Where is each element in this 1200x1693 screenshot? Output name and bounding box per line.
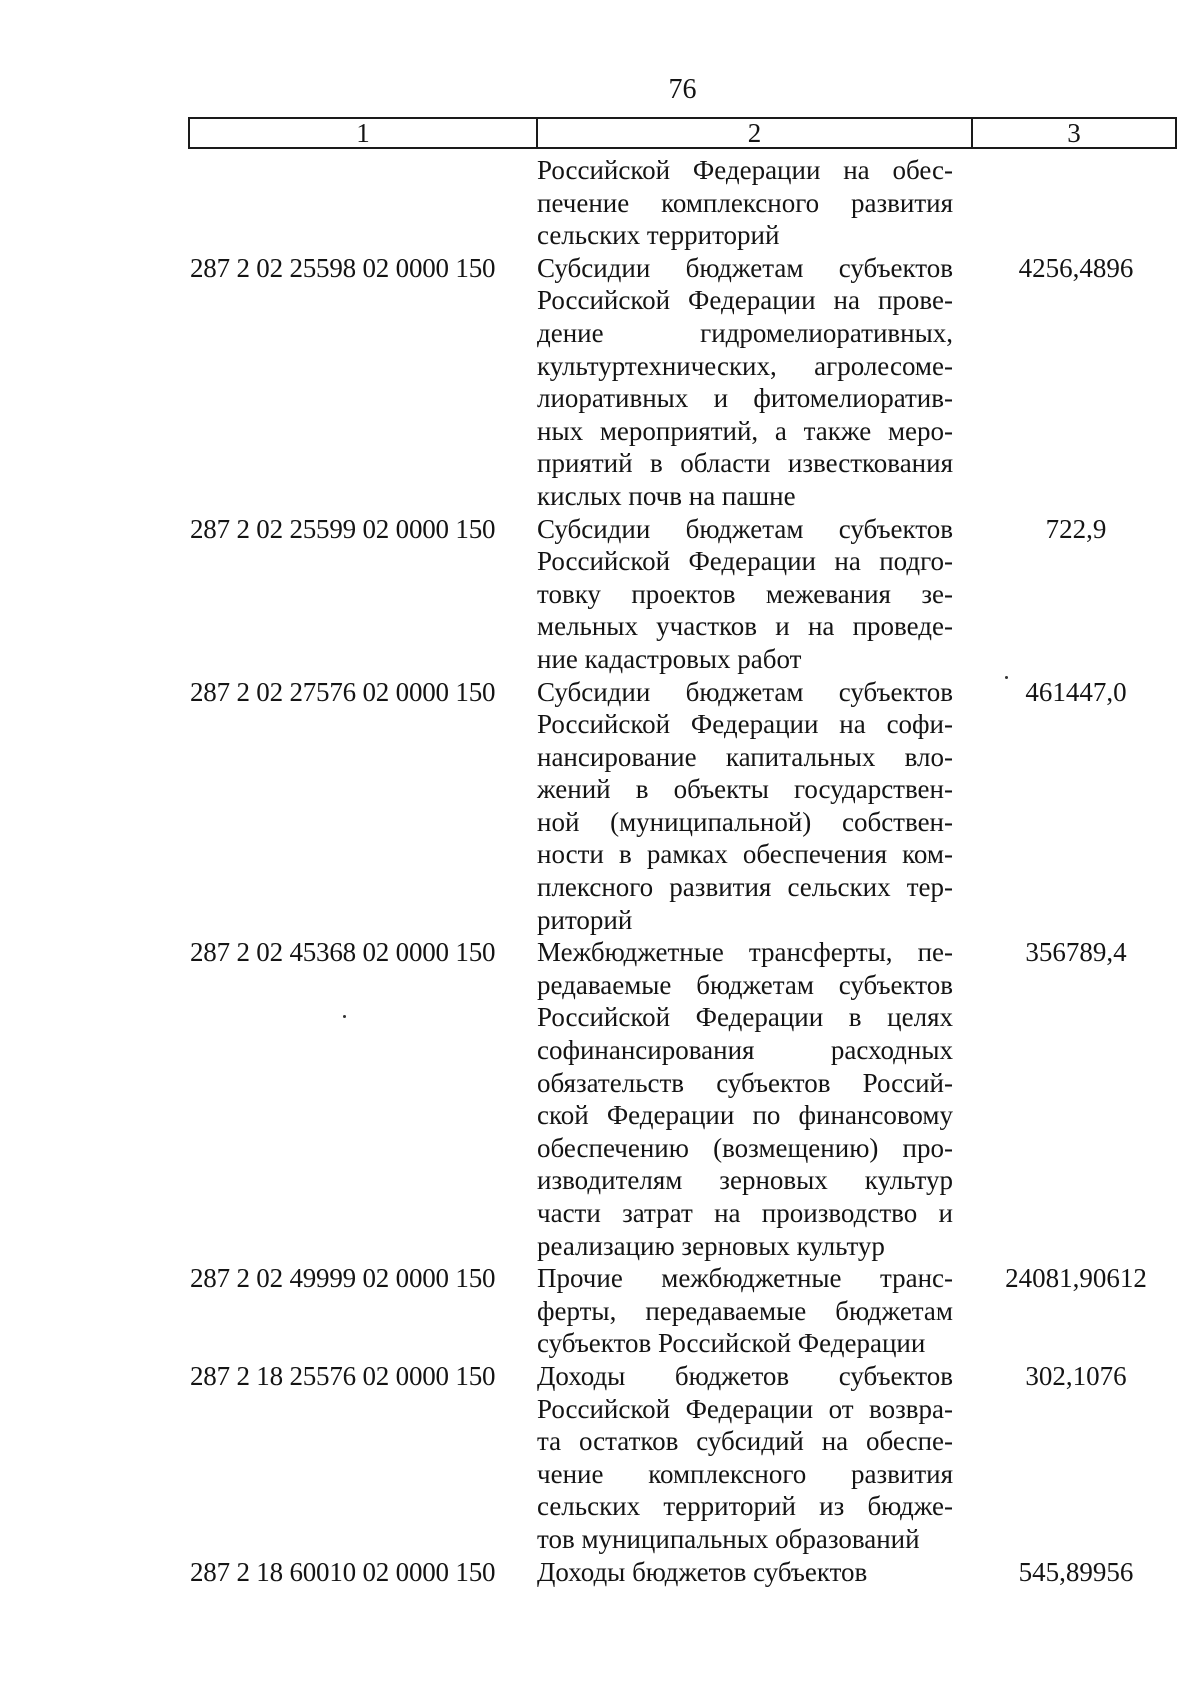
table-row (0, 513, 1200, 676)
description-line: Субсидии бюджетам субъектов (537, 676, 953, 707)
description-line: культуртехнических, агролесоме- (537, 350, 953, 381)
row-description (537, 1360, 953, 1556)
description-line: дение гидромелиоративных, (537, 317, 953, 348)
description-line: редаваемые бюджетам субъектов (537, 969, 953, 1000)
page-number: 76 (668, 74, 697, 105)
row-description (537, 936, 953, 1262)
description-line: изводителям зерновых культур (537, 1165, 953, 1196)
description-line: ности в рамках обеспечения ком- (537, 839, 953, 870)
description-line: ной (муниципальной) собствен- (537, 806, 953, 837)
table-row (0, 154, 1200, 252)
description-line: Прочие межбюджетные транс- (537, 1263, 953, 1294)
table-row (0, 936, 1200, 1262)
description-line: реализацию зерновых культур (537, 1230, 885, 1261)
row-amount: 356789,4 (1025, 937, 1127, 968)
budget-code: 287 2 18 25576 02 0000 150 (190, 1360, 496, 1391)
table-row (0, 1556, 1200, 1589)
description-line: Российской Федерации в целях (537, 1002, 953, 1033)
description-line: Субсидии бюджетам субъектов (537, 252, 953, 283)
row-amount: 461447,0 (1025, 676, 1127, 707)
description-line: плексного развития сельских тер- (537, 872, 953, 903)
description-line: товку проектов межевания зе- (537, 578, 953, 609)
row-description (537, 252, 953, 513)
table-row (0, 1360, 1200, 1556)
budget-code: 287 2 02 27576 02 0000 150 (190, 676, 496, 707)
description-line: софинансирования расходных (537, 1035, 953, 1066)
description-line: части затрат на производство и (537, 1198, 953, 1228)
description-line: Субсидии бюджетам субъектов (537, 513, 953, 544)
description-line: Российской Федерации на софи- (537, 709, 953, 740)
row-description (537, 1556, 953, 1589)
row-description (537, 676, 953, 937)
row-amount: 545,89956 (1018, 1556, 1134, 1587)
budget-code: 287 2 02 49999 02 0000 150 (190, 1263, 496, 1294)
scan-speck (1005, 676, 1008, 679)
description-line: риторий (537, 904, 633, 935)
description-line: Доходы бюджетов субъектов (537, 1360, 953, 1391)
row-amount: 302,1076 (1025, 1360, 1127, 1391)
budget-code: 287 2 02 25599 02 0000 150 (190, 513, 496, 544)
row-description (537, 154, 953, 252)
description-line: нансирование капитальных вло- (537, 741, 953, 772)
row-description (537, 1262, 953, 1360)
description-line: субъектов Российской Федерации (537, 1328, 926, 1359)
description-line: тов муниципальных образований (537, 1523, 920, 1554)
description-line: Межбюджетные трансферты, пе- (537, 937, 953, 968)
description-line: ферты, передаваемые бюджетам (537, 1295, 953, 1326)
description-line: мельных участков и на проведе- (537, 611, 953, 642)
header-cell-code: 1 (190, 119, 538, 147)
description-line: Доходы бюджетов субъектов (537, 1556, 868, 1587)
description-line: жений в объекты государствен- (537, 774, 953, 805)
description-line: Российской Федерации на подго- (537, 546, 953, 577)
description-line: Российской Федерации на прове- (537, 285, 953, 316)
row-amount: 4256,4896 (1018, 252, 1134, 283)
row-amount: 24081,90612 (1005, 1263, 1147, 1294)
description-line: лиоративных и фитомелиоратив- (537, 383, 953, 414)
description-line: кислых почв на пашне (537, 480, 796, 511)
description-line: чение комплексного развития (537, 1458, 953, 1489)
table-body (0, 154, 1200, 1588)
table-row (0, 676, 1200, 937)
description-line: печение комплексного развития (537, 187, 953, 218)
budget-code: 287 2 02 25598 02 0000 150 (190, 252, 496, 283)
header-cell-description: 2 (538, 119, 973, 147)
description-line: сельских территорий из бюдже- (537, 1491, 953, 1522)
description-line: приятий в области известкования (537, 448, 953, 479)
scan-speck (343, 1015, 346, 1018)
row-amount: 722,9 (1045, 513, 1107, 544)
table-header-row (188, 117, 1177, 149)
table-row (0, 1262, 1200, 1360)
description-line: обеспечению (возмещению) про- (537, 1132, 953, 1163)
description-line: сельских территорий (537, 220, 780, 251)
description-line: Российской Федерации на обес- (537, 155, 953, 185)
description-line: ской Федерации по финансовому (537, 1100, 953, 1131)
description-line: та остатков субсидий на обеспе- (537, 1426, 953, 1457)
description-line: ных мероприятий, а также меро- (537, 415, 953, 446)
description-line: ние кадастровых работ (537, 643, 802, 674)
budget-code: 287 2 02 45368 02 0000 150 (190, 937, 496, 968)
description-line: обязательств субъектов Россий- (537, 1067, 953, 1098)
row-description (537, 513, 953, 676)
table-row (0, 252, 1200, 513)
budget-code: 287 2 18 60010 02 0000 150 (190, 1556, 496, 1587)
description-line: Российской Федерации от возвра- (537, 1393, 953, 1424)
header-cell-amount: 3 (1067, 118, 1081, 148)
